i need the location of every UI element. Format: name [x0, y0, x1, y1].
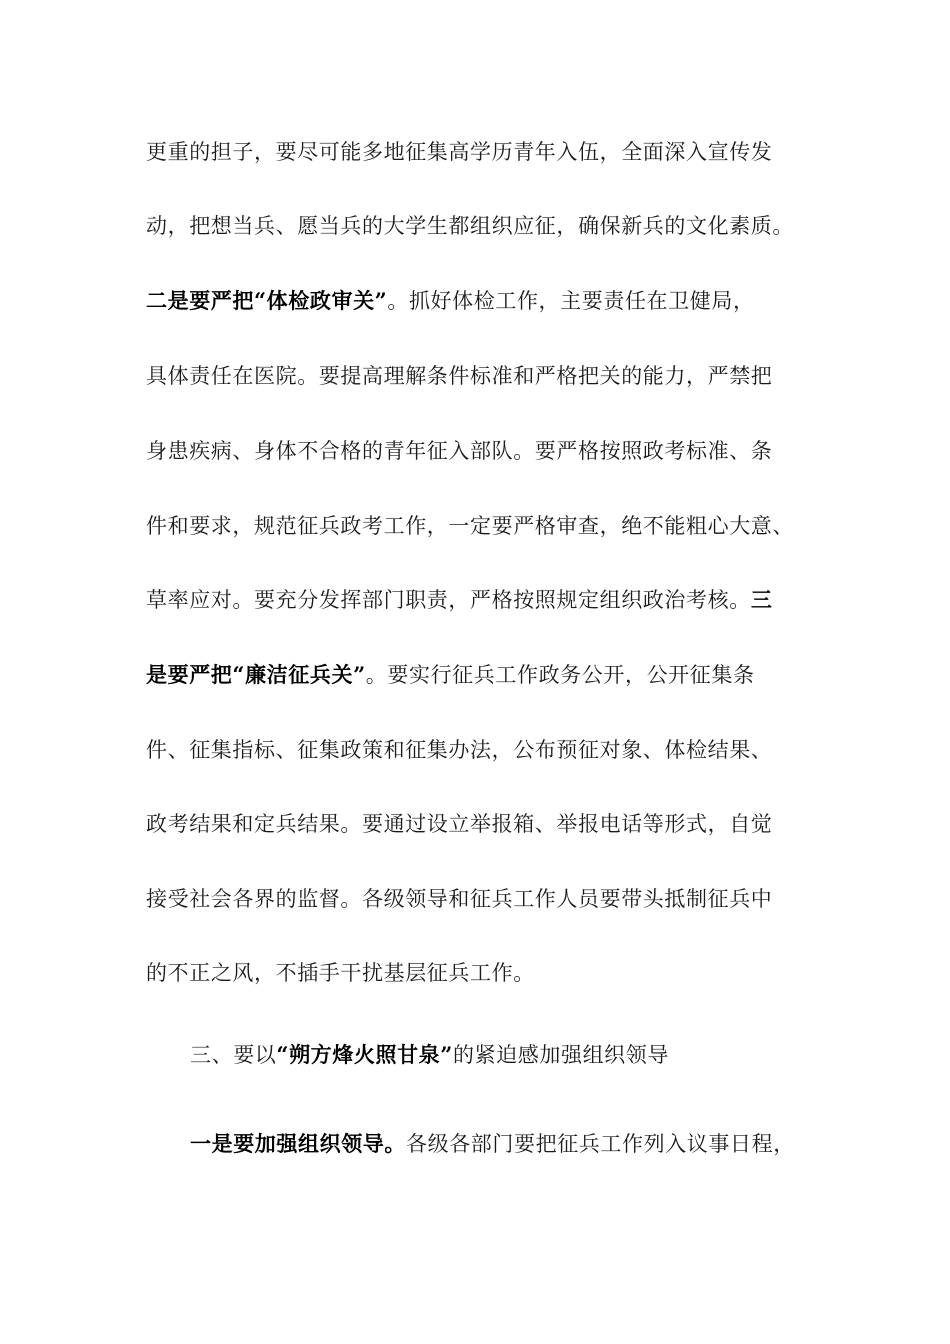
- text-line-11: [146, 884, 826, 914]
- text-line-7: [146, 585, 826, 615]
- text-segment: 具体责任在医院。要提高理解条件标准和严格把关的能力，严禁把: [146, 364, 773, 388]
- section-heading: [190, 1040, 870, 1070]
- text-segment: 草率应对。要充分发挥部门职责，严格按照规定组织政治考核。: [146, 588, 751, 612]
- bold-lead-phrase: 二是要严把“体检政审关”: [146, 288, 388, 313]
- bold-lead-phrase: 一是要加强组织领导。: [190, 1131, 406, 1156]
- heading-prefix: 三、要以: [190, 1043, 277, 1067]
- text-segment: 件、征集指标、征集政策和征集办法，公布预征对象、体检结果、: [146, 738, 773, 762]
- text-line-10: [146, 809, 826, 839]
- text-segment: 的不正之风，不插手干扰基层征兵工作。: [146, 961, 535, 985]
- text-segment: 。要实行征兵工作政务公开，公开征集条: [365, 663, 755, 687]
- text-segment: 动，把想当兵、愿当兵的大学生都组织应征，确保新兵的文化素质。: [146, 214, 794, 238]
- text-line-9: [146, 735, 826, 765]
- text-line-12: [146, 958, 826, 988]
- heading-quote: “朔方烽火照甘泉”: [276, 1042, 453, 1067]
- text-line-5: [146, 436, 826, 466]
- paragraph-first-line: [190, 1129, 870, 1159]
- heading-suffix: 的紧迫感加强组织领导: [452, 1043, 669, 1067]
- text-segment: 。抓好体检工作，主要责任在卫健局，: [387, 289, 755, 313]
- bold-lead-phrase: 是要严把“廉洁征兵关”: [146, 662, 366, 687]
- text-segment: 更重的担子，要尽可能多地征集高学历青年入伍，全面深入宣传发: [146, 140, 773, 164]
- text-line-8: [146, 660, 826, 690]
- text-line-3: [146, 286, 826, 316]
- text-line-1: [146, 137, 826, 167]
- bold-lead-phrase: 三: [750, 587, 773, 612]
- text-segment: 身患疾病、身体不合格的青年征入部队。要严格按照政考标准、条: [146, 439, 773, 463]
- text-segment: 政考结果和定兵结果。要通过设立举报箱、举报电话等形式，自觉: [146, 812, 773, 836]
- text-line-6: [146, 511, 826, 541]
- text-segment: 件和要求，规范征兵政考工作，一定要严格审查，绝不能粗心大意、: [146, 514, 794, 538]
- text-segment: 接受社会各界的监督。各级领导和征兵工作人员要带头抵制征兵中: [146, 887, 773, 911]
- text-line-4: [146, 361, 826, 391]
- text-segment: 各级各部门要把征兵工作列入议事日程，: [406, 1132, 795, 1156]
- text-line-2: [146, 211, 826, 241]
